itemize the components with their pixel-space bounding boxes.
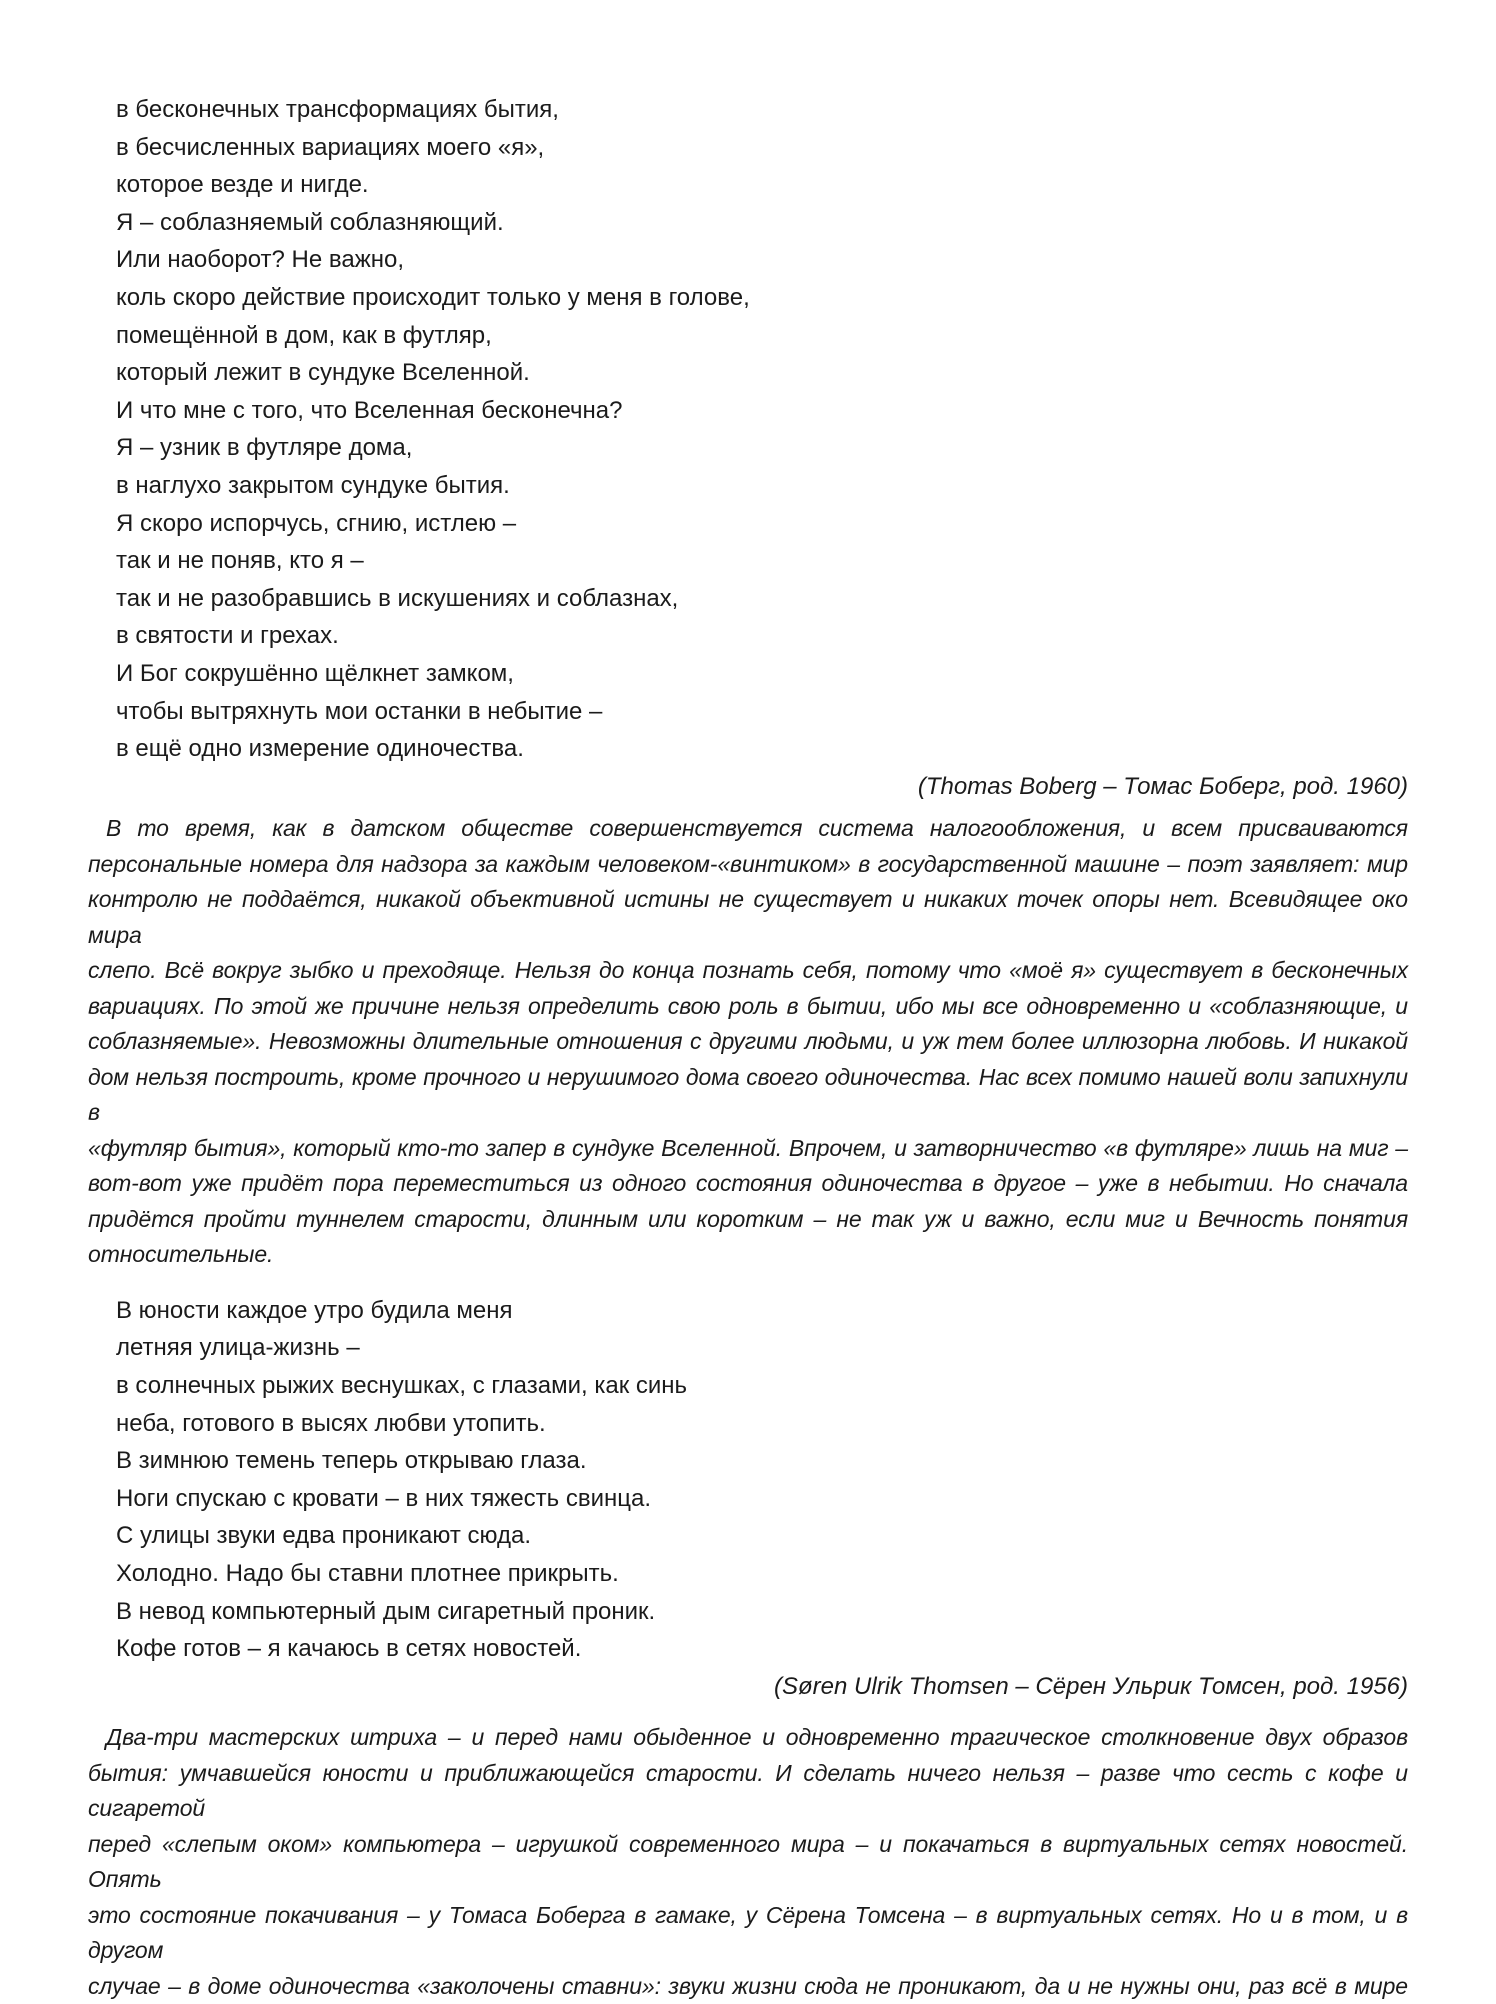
poem-line: Кофе готов – я качаюсь в сетях новостей. xyxy=(116,1635,582,1663)
poem-line: С улицы звуки едва проникают сюда. xyxy=(116,1522,532,1550)
commentary-line: вот-вот уже придёт пора переместиться из одного состояния одиночества в другое – уже в небытии. Но сначала xyxy=(88,1170,1408,1197)
commentary-line: персональные номера для надзора за каждым человеком-«винтиком» в государственной машине – поэт заявляет: мир xyxy=(88,850,1408,877)
poem-line: чтобы вытряхнуть мои останки в небытие – xyxy=(116,697,603,725)
poem-line: Ноги спускаю с кровати – в них тяжесть свинца. xyxy=(116,1484,651,1512)
poem-line: помещённой в дом, как в футляр, xyxy=(116,321,492,349)
poem-line: В невод компьютерный дым сигаретный проник. xyxy=(116,1597,656,1625)
poem-line: в солнечных рыжих веснушках, с глазами, как синь xyxy=(116,1371,688,1399)
poem-line: так и не поняв, кто я – xyxy=(116,547,364,575)
commentary-line: придётся пройти туннелем старости, длинным или коротким – не так уж и важно, если миг и Вечность понятия xyxy=(88,1205,1408,1232)
poem-line: Я – узник в футляре дома, xyxy=(116,434,413,462)
poem-line: в наглухо закрытом сундуке бытия. xyxy=(116,471,510,499)
commentary-line: слепо. Всё вокруг зыбко и преходяще. Нельзя до конца познать себя, потому что «моё я» существует в бесконечных xyxy=(88,957,1408,984)
commentary-line: перед «слепым оком» компьютера – игрушкой современного мира – и покачаться в виртуальных сетях новостей. Опять xyxy=(88,1830,1408,1893)
poem-line: И что мне с того, что Вселенная бесконечна? xyxy=(116,396,623,424)
commentary-line: Два-три мастерских штриха – и перед нами обыденное и одновременно трагическое столкновение двух образов xyxy=(106,1724,1408,1751)
commentary-line: соблазняемые». Невозможны длительные отношения с другими людьми, и уж тем более иллюзорна любовь. И никакой xyxy=(88,1028,1408,1055)
poem-line: так и не разобравшись в искушениях и соблазнах, xyxy=(116,584,679,612)
commentary-paragraph-1 xyxy=(88,811,1408,1273)
commentary-line: контролю не поддаётся, никакой объективной истины не существует и никаких точек опоры нет. Всевидящее око мира xyxy=(88,886,1408,948)
poem-line: летняя улица-жизнь – xyxy=(116,1334,360,1362)
attribution-boberg: (Thomas Boberg – Томас Боберг, род. 1960) xyxy=(917,772,1408,800)
poem-line: Я скоро испорчусь, сгнию, истлею – xyxy=(116,509,517,537)
poem-line: И Бог сокрушённо щёлкнет замком, xyxy=(116,659,514,687)
poem-line: которое везде и нигде. xyxy=(116,171,369,199)
poem-boberg xyxy=(116,91,1408,768)
poem-line: неба, готового в высях любви утопить. xyxy=(116,1409,546,1437)
poem-line: В зимнюю темень теперь открываю глаза. xyxy=(116,1447,587,1475)
poem-line: в ещё одно измерение одиночества. xyxy=(116,735,524,763)
poem-line: который лежит в сундуке Вселенной. xyxy=(116,359,530,387)
poem-line: Холодно. Надо бы ставни плотнее прикрыть. xyxy=(116,1559,619,1587)
commentary-line: это состояние покачивания – у Томаса Боберга в гамаке, у Сёрена Томсена – в виртуальных сетях. Но и в том, и в другом xyxy=(88,1901,1408,1964)
poem-thomsen xyxy=(116,1292,1408,1668)
poem-line: в бесконечных трансформациях бытия, xyxy=(116,96,559,123)
commentary-line: относительные. xyxy=(88,1241,274,1268)
commentary-line: вариациях. По этой же причине нельзя определить свою роль в бытии, ибо мы все одновременно и «соблазняющие, и xyxy=(88,992,1408,1019)
commentary-line: бытия: умчавшейся юности и приближающейся старости. И сделать ничего нельзя – разве что сесть с кофе и сигаретой xyxy=(88,1759,1408,1822)
poem-line: в бесчисленных вариациях моего «я», xyxy=(116,133,545,161)
poem-line: коль скоро действие происходит только у меня в голове, xyxy=(116,283,750,311)
commentary-line: В то время, как в датском обществе совершенствуется система налогообложения, и всем присваиваются xyxy=(106,815,1408,842)
poem-line: в святости и грехах. xyxy=(116,622,339,650)
attribution-thomsen: (Søren Ulrik Thomsen – Сёрен Ульрик Томсен, род. 1956) xyxy=(774,1672,1408,1700)
commentary-line: «футляр бытия», который кто-то запер в сундуке Вселенной. Впрочем, и затворничество «в футляре» лишь на миг – xyxy=(88,1134,1408,1161)
poem-line: В юности каждое утро будила меня xyxy=(116,1296,513,1324)
commentary-line: дом нельзя построить, кроме прочного и нерушимого дома своего одиночества. Нас всех помимо нашей воли запихнули в xyxy=(88,1063,1408,1126)
poem-line: Я – соблазняемый соблазняющий. xyxy=(116,208,504,236)
commentary-line: случае – в доме одиночества «заколочены ставни»: звуки жизни сюда не проникают, да и не нужны они, раз всё в мире xyxy=(88,1972,1408,1999)
commentary-paragraph-2 xyxy=(88,1720,1408,2004)
poem-line: Или наоборот? Не важно, xyxy=(116,246,405,274)
